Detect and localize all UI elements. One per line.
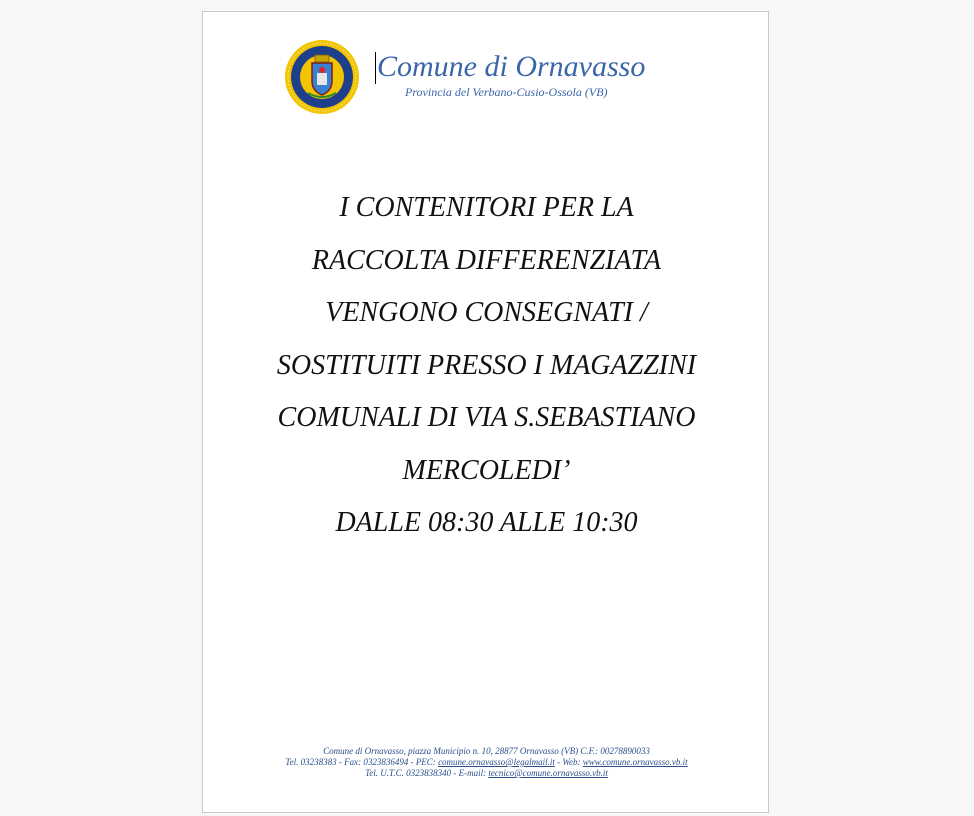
footer-utc-text: Tel. U.T.C. 0323838340 - E-mail: xyxy=(365,768,489,778)
footer-web-label: - Web: xyxy=(554,757,583,767)
footer-phone-line xyxy=(203,757,770,768)
text-cursor xyxy=(375,52,376,84)
notice-line: SOSTITUITI PRESSO I MAGAZZINI xyxy=(276,349,697,381)
notice-line: MERCOLEDI’ xyxy=(402,454,571,486)
province-subtitle: Provincia del Verbano-Cusio-Ossola (VB) xyxy=(405,85,608,99)
footer-contacts xyxy=(203,746,770,779)
municipal-seal-icon xyxy=(284,39,360,115)
notice-line: VENGONO CONSEGNATI / xyxy=(325,297,648,328)
notice-line: I CONTENITORI PER LA xyxy=(339,192,634,223)
website-link[interactable]: www.comune.ornavasso.vb.it xyxy=(582,757,688,767)
notice-line: DALLE 08:30 ALLE 10:30 xyxy=(335,507,638,538)
document-page xyxy=(202,11,769,813)
municipality-title: Comune di Ornavasso xyxy=(377,50,646,83)
footer-address: Comune di Ornavasso, piazza Municipio n. 10, 28877 Ornavasso (VB) C.F.: 00278890033 xyxy=(323,746,650,756)
notice-body xyxy=(203,187,770,555)
email-link[interactable]: tecnico@comune.ornavasso.vb.it xyxy=(488,768,608,778)
notice-line: COMUNALI DI VIA S.SEBASTIANO xyxy=(277,402,696,433)
pec-link[interactable]: comune.ornavasso@legalmail.it xyxy=(438,757,555,767)
notice-line: RACCOLTA DIFFERENZIATA xyxy=(311,244,662,276)
footer-utc-line xyxy=(203,768,770,779)
footer-phone-text: Tel. 03238383 - Fax: 0323836494 - PEC: xyxy=(285,757,439,767)
